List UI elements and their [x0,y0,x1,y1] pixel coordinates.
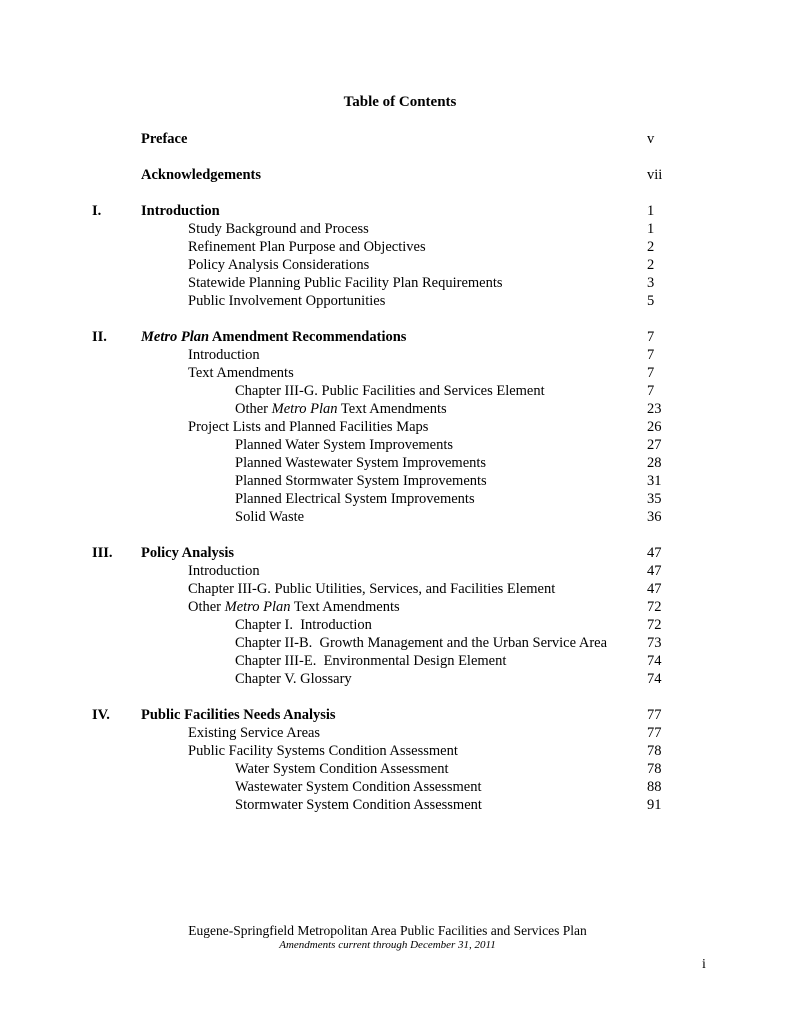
toc-entry[interactable] [0,508,800,526]
toc-entry-page: 47 [647,545,662,561]
toc-entry[interactable] [0,616,800,634]
toc-entry-label [141,328,406,346]
label-pre: Other [188,599,225,615]
toc-entry-label: Introduction [188,347,260,363]
toc-entry-label: Chapter II-B. Growth Management and the Urban Service Area [235,635,608,651]
label-post: Text Amendments [290,599,400,615]
toc-entry-label: Policy Analysis Considerations [188,257,370,273]
toc-entry-label: Planned Water System Improvements [235,437,454,453]
toc-entry[interactable] [0,292,800,310]
toc-entry[interactable] [0,454,800,472]
toc-entry-page: 88 [647,779,662,795]
toc-section-public-facilities-needs-analysis[interactable] [0,706,800,724]
toc-entry-page: 7 [647,347,655,363]
toc-entry-page: v [647,131,655,147]
toc-entry-page: 47 [647,563,662,579]
toc-entry-page: 7 [647,329,655,345]
toc-entry-label: Public Involvement Opportunities [188,293,386,309]
toc-entry[interactable] [0,598,800,616]
toc-entry-label: Chapter I. Introduction [235,617,372,633]
toc-entry-label: Existing Service Areas [188,725,321,741]
toc-entry-page: 36 [647,509,662,525]
toc-entry-label: Wastewater System Condition Assessment [235,779,482,795]
toc-entry[interactable] [0,418,800,436]
toc-entry-label: Introduction [141,203,220,219]
toc-entry-label: Acknowledgements [141,167,262,183]
toc-entry-page: 2 [647,239,655,255]
toc-entry-page: 91 [647,797,662,813]
toc-entry-page: 1 [647,203,655,219]
section-number: I. [92,203,102,219]
toc-entry-label: Statewide Planning Public Facility Plan Requirements [188,275,503,291]
toc-entry-label: Refinement Plan Purpose and Objectives [188,239,426,255]
label-rest: Amendment Recommendations [209,329,407,345]
toc-entry[interactable] [0,400,800,418]
page-title: Table of Contents [343,94,457,110]
toc-entry-page: 3 [647,275,655,291]
label-post: Text Amendments [337,401,447,417]
toc-entry[interactable] [0,580,800,598]
label-pre: Other [235,401,272,417]
toc-entry-label: Planned Wastewater System Improvements [235,455,487,471]
toc-entry-page: 74 [647,653,662,669]
toc-entry-page: 2 [647,257,655,273]
toc-entry-page: 35 [647,491,662,507]
toc-entry[interactable] [0,634,800,652]
toc-entry-label [235,400,447,418]
toc-entry[interactable] [0,256,800,274]
page-footer [0,923,775,951]
toc-entry-page: 74 [647,671,662,687]
toc-entry[interactable] [0,724,800,742]
toc-entry[interactable] [0,562,800,580]
toc-entry[interactable] [0,742,800,760]
toc-entry[interactable] [0,778,800,796]
toc-entry[interactable] [0,382,800,400]
toc-entry-page: 78 [647,761,662,777]
toc-entry[interactable] [0,490,800,508]
toc-section-introduction[interactable] [0,202,800,220]
toc-entry[interactable] [0,670,800,688]
toc-list [0,130,800,814]
toc-entry-page: 72 [647,617,662,633]
toc-entry-label: Introduction [188,563,260,579]
italic-title: Metro Plan [224,599,291,615]
page-number: i [702,957,706,972]
toc-entry-page: 47 [647,581,662,597]
toc-entry-page: 28 [647,455,662,471]
toc-entry-label: Project Lists and Planned Facilities Maps [188,419,429,435]
toc-entry-label: Planned Electrical System Improvements [235,491,475,507]
toc-entry-page: 23 [647,401,662,417]
toc-entry-label: Planned Stormwater System Improvements [235,473,487,489]
toc-entry-label: Preface [141,131,188,147]
toc-entry-page: 77 [647,707,662,723]
toc-entry-page: 27 [647,437,662,453]
section-number: II. [92,329,107,345]
toc-entry[interactable] [0,436,800,454]
toc-entry[interactable] [0,238,800,256]
toc-entry-label: Public Facility Systems Condition Assessment [188,743,458,759]
toc-entry-page: 7 [647,365,655,381]
toc-entry[interactable] [0,346,800,364]
toc-entry-page: vii [647,167,663,183]
toc-entry-label: Public Facilities Needs Analysis [141,707,336,723]
toc-entry-page: 7 [647,383,655,399]
toc-entry-page: 31 [647,473,662,489]
toc-entry-page: 77 [647,725,662,741]
footer-subtitle: Amendments current through December 31, 2011 [279,939,496,951]
toc-entry[interactable] [0,364,800,382]
toc-entry[interactable] [0,652,800,670]
toc-entry-label: Text Amendments [188,365,294,381]
toc-entry-label: Solid Waste [235,509,305,525]
section-number: III. [92,545,113,561]
toc-entry-label: Stormwater System Condition Assessment [235,797,482,813]
italic-title: Metro Plan [141,329,210,345]
toc-entry[interactable] [0,220,800,238]
toc-entry-label: Water System Condition Assessment [235,761,449,777]
toc-entry-label: Policy Analysis [141,545,235,561]
toc-entry[interactable] [0,760,800,778]
toc-entry[interactable] [0,796,800,814]
toc-entry-page: 78 [647,743,662,759]
toc-entry[interactable] [0,472,800,490]
toc-section-metro-plan-amendment-recommendations[interactable] [0,328,800,346]
toc-entry-preface[interactable] [0,130,800,148]
section-number: IV. [92,707,110,723]
italic-title: Metro Plan [271,401,338,417]
toc-entry-page: 1 [647,221,655,237]
toc-entry-label: Study Background and Process [188,221,369,237]
toc-entry-label: Chapter III-G. Public Facilities and Services Element [235,383,545,399]
toc-entry-page: 26 [647,419,662,435]
toc-entry-label [188,598,400,616]
footer-title: Eugene-Springfield Metropolitan Area Public Facilities and Services Plan [188,923,587,938]
toc-entry-page: 72 [647,599,662,615]
toc-entry[interactable] [0,274,800,292]
toc-entry-label: Chapter III-E. Environmental Design Element [235,653,507,669]
toc-entry-page: 5 [647,293,655,309]
toc-entry-label: Chapter III-G. Public Utilities, Services, and Facilities Element [188,581,556,597]
toc-section-policy-analysis[interactable] [0,544,800,562]
toc-entry-page: 73 [647,635,662,651]
toc-entry-label: Chapter V. Glossary [235,671,352,687]
toc-entry-acknowledgements[interactable] [0,166,800,184]
